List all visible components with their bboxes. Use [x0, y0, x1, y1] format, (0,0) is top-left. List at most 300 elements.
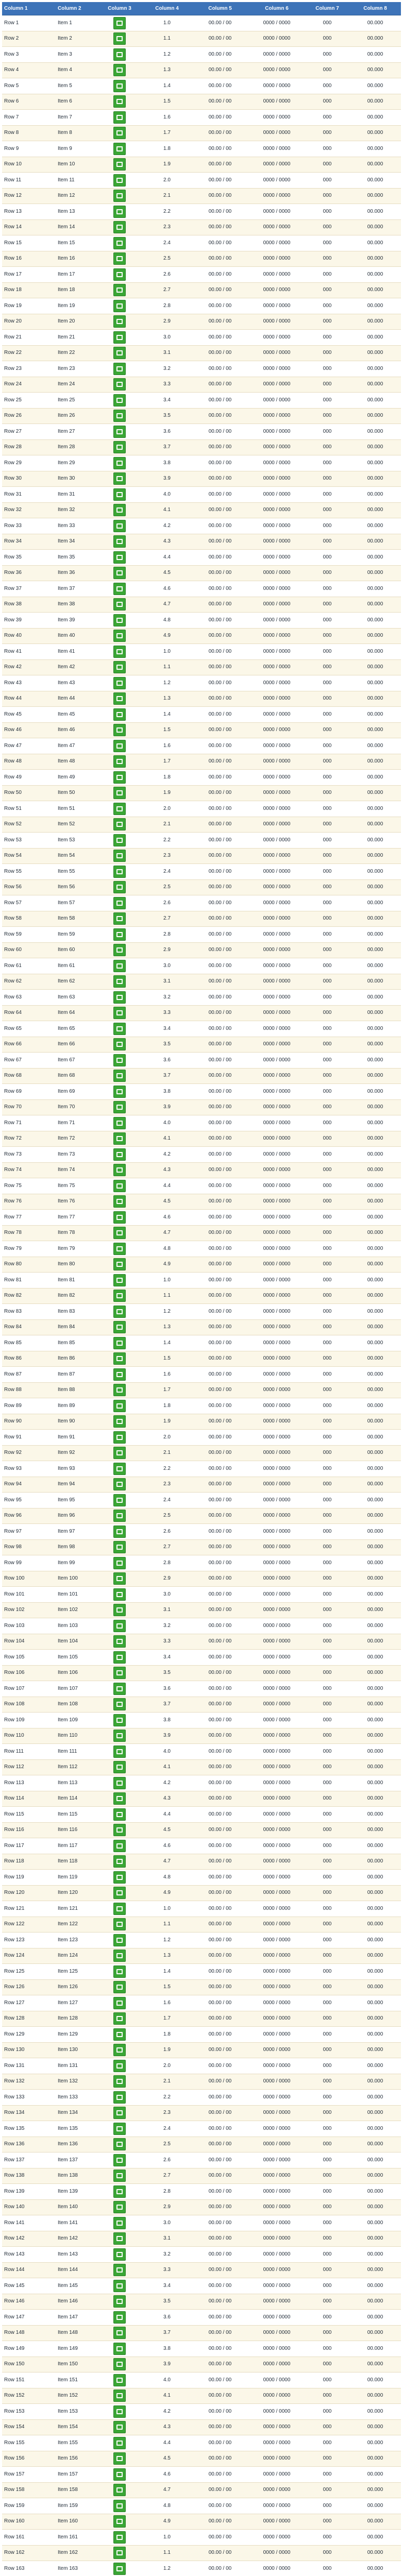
table-row[interactable]: [2, 1289, 401, 1304]
green-square-badge-icon[interactable]: [113, 17, 126, 29]
table-row[interactable]: [2, 613, 401, 629]
green-square-badge-icon[interactable]: [113, 1918, 126, 1930]
green-square-badge-icon[interactable]: [113, 48, 126, 61]
table-row[interactable]: [2, 330, 401, 346]
green-square-badge-icon[interactable]: [113, 1463, 126, 1475]
table-row[interactable]: [2, 63, 401, 79]
green-square-badge-icon[interactable]: [113, 2389, 126, 2402]
green-square-badge-icon[interactable]: [113, 2343, 126, 2355]
table-row[interactable]: [2, 2263, 401, 2279]
green-square-badge-icon[interactable]: [113, 881, 126, 893]
green-square-badge-icon[interactable]: [113, 1714, 126, 1726]
green-square-badge-icon[interactable]: [113, 960, 126, 972]
table-row[interactable]: [2, 2090, 401, 2106]
green-square-badge-icon[interactable]: [113, 2374, 126, 2386]
table-row[interactable]: [2, 424, 401, 440]
table-row[interactable]: [2, 833, 401, 849]
table-row[interactable]: [2, 1775, 401, 1791]
table-row[interactable]: [2, 1540, 401, 1556]
table-row[interactable]: [2, 2168, 401, 2184]
green-square-badge-icon[interactable]: [113, 1101, 126, 1113]
green-square-badge-icon[interactable]: [113, 1667, 126, 1679]
table-row[interactable]: [2, 409, 401, 425]
table-row[interactable]: [2, 707, 401, 723]
table-row[interactable]: [2, 1728, 401, 1744]
table-row[interactable]: [2, 581, 401, 597]
table-row[interactable]: [2, 1100, 401, 1116]
table-row[interactable]: [2, 1037, 401, 1053]
table-row[interactable]: [2, 849, 401, 865]
table-row[interactable]: [2, 487, 401, 503]
table-row[interactable]: [2, 1933, 401, 1948]
table-row[interactable]: [2, 597, 401, 613]
table-row[interactable]: [2, 1226, 401, 1242]
green-square-badge-icon[interactable]: [113, 300, 126, 312]
table-row[interactable]: [2, 2404, 401, 2420]
table-row[interactable]: [2, 1854, 401, 1870]
green-square-badge-icon[interactable]: [113, 850, 126, 862]
green-square-badge-icon[interactable]: [113, 268, 126, 281]
table-row[interactable]: [2, 1823, 401, 1839]
table-row[interactable]: [2, 864, 401, 880]
green-square-badge-icon[interactable]: [113, 1227, 126, 1239]
green-square-badge-icon[interactable]: [113, 2563, 126, 2575]
green-square-badge-icon[interactable]: [113, 1510, 126, 1522]
green-square-badge-icon[interactable]: [113, 347, 126, 359]
green-square-badge-icon[interactable]: [113, 2123, 126, 2135]
green-square-badge-icon[interactable]: [113, 724, 126, 736]
green-square-badge-icon[interactable]: [113, 975, 126, 988]
green-square-badge-icon[interactable]: [113, 2028, 126, 2041]
table-row[interactable]: [2, 283, 401, 299]
table-row[interactable]: [2, 1241, 401, 1257]
green-square-badge-icon[interactable]: [113, 1526, 126, 1538]
table-row[interactable]: [2, 2310, 401, 2326]
table-row[interactable]: [2, 2027, 401, 2043]
green-square-badge-icon[interactable]: [113, 1274, 126, 1286]
green-square-badge-icon[interactable]: [113, 2107, 126, 2119]
table-row[interactable]: [2, 660, 401, 676]
green-square-badge-icon[interactable]: [113, 2311, 126, 2324]
table-row[interactable]: [2, 1273, 401, 1289]
green-square-badge-icon[interactable]: [113, 1588, 126, 1601]
table-row[interactable]: [2, 550, 401, 566]
table-row[interactable]: [2, 1178, 401, 1194]
green-square-badge-icon[interactable]: [113, 551, 126, 564]
green-square-badge-icon[interactable]: [113, 1572, 126, 1585]
green-square-badge-icon[interactable]: [113, 630, 126, 642]
table-row[interactable]: [2, 786, 401, 802]
table-row[interactable]: [2, 2498, 401, 2514]
green-square-badge-icon[interactable]: [113, 1997, 126, 2009]
green-square-badge-icon[interactable]: [113, 1368, 126, 1381]
table-row[interactable]: [2, 1430, 401, 1446]
table-row[interactable]: [2, 1587, 401, 1603]
green-square-badge-icon[interactable]: [113, 2044, 126, 2056]
green-square-badge-icon[interactable]: [113, 583, 126, 595]
table-row[interactable]: [2, 220, 401, 236]
table-row[interactable]: [2, 2153, 401, 2168]
table-row[interactable]: [2, 2215, 401, 2231]
green-square-badge-icon[interactable]: [113, 1494, 126, 1506]
green-square-badge-icon[interactable]: [113, 2295, 126, 2308]
green-square-badge-icon[interactable]: [113, 991, 126, 1004]
green-square-badge-icon[interactable]: [113, 2358, 126, 2370]
green-square-badge-icon[interactable]: [113, 1086, 126, 1098]
table-row[interactable]: [2, 1713, 401, 1728]
green-square-badge-icon[interactable]: [113, 2075, 126, 2088]
column-header[interactable]: Column 8: [363, 5, 387, 11]
green-square-badge-icon[interactable]: [113, 1541, 126, 1553]
table-row[interactable]: [2, 754, 401, 770]
table-row[interactable]: [2, 2357, 401, 2373]
table-row[interactable]: [2, 2106, 401, 2122]
green-square-badge-icon[interactable]: [113, 2170, 126, 2182]
green-square-badge-icon[interactable]: [113, 80, 126, 92]
table-row[interactable]: [2, 1493, 401, 1509]
table-row[interactable]: [2, 314, 401, 330]
table-row[interactable]: [2, 471, 401, 487]
table-row[interactable]: [2, 1335, 401, 1351]
table-row[interactable]: [2, 1147, 401, 1163]
green-square-badge-icon[interactable]: [113, 2201, 126, 2213]
table-row[interactable]: [2, 1461, 401, 1477]
table-row[interactable]: [2, 1524, 401, 1540]
table-row[interactable]: [2, 2341, 401, 2357]
table-row[interactable]: [2, 817, 401, 833]
green-square-badge-icon[interactable]: [113, 1431, 126, 1444]
green-square-badge-icon[interactable]: [113, 2405, 126, 2418]
column-header[interactable]: Column 3: [108, 5, 131, 11]
table-row[interactable]: [2, 2184, 401, 2200]
table-row[interactable]: [2, 2372, 401, 2388]
green-square-badge-icon[interactable]: [113, 1934, 126, 1946]
table-row[interactable]: [2, 1744, 401, 1760]
table-row[interactable]: [2, 644, 401, 660]
table-row[interactable]: [2, 2561, 401, 2576]
green-square-badge-icon[interactable]: [113, 1840, 126, 1852]
green-square-badge-icon[interactable]: [113, 1824, 126, 1836]
table-row[interactable]: [2, 911, 401, 927]
table-row[interactable]: [2, 958, 401, 974]
green-square-badge-icon[interactable]: [113, 394, 126, 406]
table-row[interactable]: [2, 440, 401, 456]
table-row[interactable]: [2, 2451, 401, 2467]
green-square-badge-icon[interactable]: [113, 1415, 126, 1428]
table-row[interactable]: [2, 141, 401, 157]
column-header[interactable]: Column 2: [58, 5, 81, 11]
green-square-badge-icon[interactable]: [113, 363, 126, 375]
table-row[interactable]: [2, 723, 401, 739]
green-square-badge-icon[interactable]: [113, 787, 126, 799]
table-row[interactable]: [2, 2058, 401, 2074]
green-square-badge-icon[interactable]: [113, 2138, 126, 2150]
table-row[interactable]: [2, 1131, 401, 1147]
green-square-badge-icon[interactable]: [113, 1683, 126, 1695]
table-row[interactable]: [2, 880, 401, 896]
green-square-badge-icon[interactable]: [113, 111, 126, 124]
table-row[interactable]: [2, 2294, 401, 2310]
table-row[interactable]: [2, 629, 401, 645]
table-row[interactable]: [2, 1634, 401, 1650]
green-square-badge-icon[interactable]: [113, 1730, 126, 1742]
table-row[interactable]: [2, 2121, 401, 2137]
green-square-badge-icon[interactable]: [113, 912, 126, 925]
green-square-badge-icon[interactable]: [113, 1038, 126, 1050]
green-square-badge-icon[interactable]: [113, 598, 126, 611]
table-row[interactable]: [2, 2546, 401, 2562]
table-row[interactable]: [2, 173, 401, 189]
green-square-badge-icon[interactable]: [113, 1321, 126, 1333]
table-row[interactable]: [2, 1069, 401, 1084]
table-row[interactable]: [2, 1917, 401, 1933]
green-square-badge-icon[interactable]: [113, 818, 126, 831]
table-row[interactable]: [2, 518, 401, 534]
green-square-badge-icon[interactable]: [113, 504, 126, 516]
table-row[interactable]: [2, 1760, 401, 1776]
green-square-badge-icon[interactable]: [113, 1148, 126, 1161]
table-row[interactable]: [2, 801, 401, 817]
green-square-badge-icon[interactable]: [113, 1635, 126, 1648]
green-square-badge-icon[interactable]: [113, 1604, 126, 1616]
green-square-badge-icon[interactable]: [113, 174, 126, 187]
green-square-badge-icon[interactable]: [113, 1950, 126, 1962]
table-row[interactable]: [2, 157, 401, 173]
green-square-badge-icon[interactable]: [113, 1698, 126, 1710]
green-square-badge-icon[interactable]: [113, 190, 126, 202]
green-square-badge-icon[interactable]: [113, 1855, 126, 1868]
table-row[interactable]: [2, 1383, 401, 1399]
green-square-badge-icon[interactable]: [113, 520, 126, 532]
table-row[interactable]: [2, 1115, 401, 1131]
table-row[interactable]: [2, 267, 401, 283]
green-square-badge-icon[interactable]: [113, 1195, 126, 1208]
green-square-badge-icon[interactable]: [113, 2531, 126, 2544]
table-row[interactable]: [2, 189, 401, 205]
table-row[interactable]: [2, 1414, 401, 1430]
table-row[interactable]: [2, 1351, 401, 1367]
table-row[interactable]: [2, 2514, 401, 2530]
green-square-badge-icon[interactable]: [113, 237, 126, 249]
table-row[interactable]: [2, 2074, 401, 2090]
table-row[interactable]: [2, 770, 401, 786]
green-square-badge-icon[interactable]: [113, 2437, 126, 2449]
green-square-badge-icon[interactable]: [113, 2468, 126, 2481]
table-row[interactable]: [2, 1257, 401, 1273]
table-row[interactable]: [2, 2278, 401, 2294]
green-square-badge-icon[interactable]: [113, 1965, 126, 1978]
green-square-badge-icon[interactable]: [113, 1054, 126, 1066]
table-row[interactable]: [2, 2388, 401, 2404]
green-square-badge-icon[interactable]: [113, 2154, 126, 2166]
green-square-badge-icon[interactable]: [113, 284, 126, 296]
green-square-badge-icon[interactable]: [113, 1290, 126, 1302]
column-header[interactable]: Column 4: [155, 5, 179, 11]
green-square-badge-icon[interactable]: [113, 1887, 126, 1899]
green-square-badge-icon[interactable]: [113, 646, 126, 658]
green-square-badge-icon[interactable]: [113, 64, 126, 76]
table-row[interactable]: [2, 31, 401, 47]
table-row[interactable]: [2, 895, 401, 911]
green-square-badge-icon[interactable]: [113, 252, 126, 265]
column-header[interactable]: Column 7: [315, 5, 339, 11]
table-row[interactable]: [2, 377, 401, 393]
green-square-badge-icon[interactable]: [113, 1651, 126, 1664]
green-square-badge-icon[interactable]: [113, 1352, 126, 1365]
green-square-badge-icon[interactable]: [113, 127, 126, 139]
table-row[interactable]: [2, 110, 401, 126]
table-row[interactable]: [2, 251, 401, 267]
table-row[interactable]: [2, 2200, 401, 2216]
green-square-badge-icon[interactable]: [113, 331, 126, 344]
green-square-badge-icon[interactable]: [113, 1306, 126, 1318]
column-header[interactable]: Column 6: [265, 5, 289, 11]
green-square-badge-icon[interactable]: [113, 803, 126, 815]
green-square-badge-icon[interactable]: [113, 897, 126, 909]
green-square-badge-icon[interactable]: [113, 32, 126, 45]
table-row[interactable]: [2, 1618, 401, 1634]
green-square-badge-icon[interactable]: [113, 472, 126, 485]
table-row[interactable]: [2, 1304, 401, 1320]
green-square-badge-icon[interactable]: [113, 221, 126, 233]
table-row[interactable]: [2, 1980, 401, 1996]
green-square-badge-icon[interactable]: [113, 2280, 126, 2292]
green-square-badge-icon[interactable]: [113, 740, 126, 752]
table-row[interactable]: [2, 1163, 401, 1179]
green-square-badge-icon[interactable]: [113, 677, 126, 689]
table-row[interactable]: [2, 1021, 401, 1037]
green-square-badge-icon[interactable]: [113, 378, 126, 391]
table-row[interactable]: [2, 361, 401, 377]
table-row[interactable]: [2, 393, 401, 409]
green-square-badge-icon[interactable]: [113, 1007, 126, 1019]
table-row[interactable]: [2, 2530, 401, 2546]
column-header[interactable]: Column 5: [208, 5, 232, 11]
table-row[interactable]: [2, 47, 401, 63]
table-row[interactable]: [2, 2483, 401, 2499]
green-square-badge-icon[interactable]: [113, 95, 126, 108]
green-square-badge-icon[interactable]: [113, 1447, 126, 1459]
green-square-badge-icon[interactable]: [113, 2060, 126, 2072]
green-square-badge-icon[interactable]: [113, 2248, 126, 2261]
table-row[interactable]: [2, 566, 401, 582]
green-square-badge-icon[interactable]: [113, 1777, 126, 1789]
table-row[interactable]: [2, 691, 401, 707]
table-row[interactable]: [2, 1603, 401, 1619]
green-square-badge-icon[interactable]: [113, 2484, 126, 2496]
table-row[interactable]: [2, 990, 401, 1006]
table-row[interactable]: [2, 1555, 401, 1571]
table-row[interactable]: [2, 2043, 401, 2059]
table-row[interactable]: [2, 2467, 401, 2483]
table-row[interactable]: [2, 1509, 401, 1524]
table-row[interactable]: [2, 1870, 401, 1886]
table-row[interactable]: [2, 2011, 401, 2027]
green-square-badge-icon[interactable]: [113, 2327, 126, 2339]
table-row[interactable]: [2, 1964, 401, 1980]
green-square-badge-icon[interactable]: [113, 2232, 126, 2245]
table-row[interactable]: [2, 204, 401, 220]
table-row[interactable]: [2, 2137, 401, 2153]
green-square-badge-icon[interactable]: [113, 535, 126, 548]
green-square-badge-icon[interactable]: [113, 488, 126, 501]
green-square-badge-icon[interactable]: [113, 206, 126, 218]
green-square-badge-icon[interactable]: [113, 1557, 126, 1569]
green-square-badge-icon[interactable]: [113, 2185, 126, 2198]
green-square-badge-icon[interactable]: [113, 2547, 126, 2559]
green-square-badge-icon[interactable]: [113, 1903, 126, 1915]
green-square-badge-icon[interactable]: [113, 771, 126, 784]
green-square-badge-icon[interactable]: [113, 866, 126, 878]
table-row[interactable]: [2, 738, 401, 754]
green-square-badge-icon[interactable]: [113, 1258, 126, 1270]
green-square-badge-icon[interactable]: [113, 1117, 126, 1129]
table-row[interactable]: [2, 15, 401, 31]
green-square-badge-icon[interactable]: [113, 692, 126, 705]
table-row[interactable]: [2, 1948, 401, 1964]
green-square-badge-icon[interactable]: [113, 2091, 126, 2104]
green-square-badge-icon[interactable]: [113, 1400, 126, 1412]
green-square-badge-icon[interactable]: [113, 614, 126, 626]
green-square-badge-icon[interactable]: [113, 1211, 126, 1224]
table-row[interactable]: [2, 1807, 401, 1823]
table-row[interactable]: [2, 1446, 401, 1462]
table-row[interactable]: [2, 78, 401, 94]
table-row[interactable]: [2, 455, 401, 471]
table-row[interactable]: [2, 94, 401, 110]
green-square-badge-icon[interactable]: [113, 2421, 126, 2433]
green-square-badge-icon[interactable]: [113, 158, 126, 171]
table-row[interactable]: [2, 503, 401, 519]
table-row[interactable]: [2, 2247, 401, 2263]
green-square-badge-icon[interactable]: [113, 661, 126, 673]
table-row[interactable]: [2, 126, 401, 142]
green-square-badge-icon[interactable]: [113, 315, 126, 328]
green-square-badge-icon[interactable]: [113, 143, 126, 155]
table-row[interactable]: [2, 2231, 401, 2247]
green-square-badge-icon[interactable]: [113, 457, 126, 469]
green-square-badge-icon[interactable]: [113, 1132, 126, 1145]
green-square-badge-icon[interactable]: [113, 2012, 126, 2025]
table-row[interactable]: [2, 2326, 401, 2342]
green-square-badge-icon[interactable]: [113, 1620, 126, 1632]
green-square-badge-icon[interactable]: [113, 2515, 126, 2528]
table-row[interactable]: [2, 974, 401, 990]
green-square-badge-icon[interactable]: [113, 2217, 126, 2229]
table-row[interactable]: [2, 1194, 401, 1210]
table-row[interactable]: [2, 298, 401, 314]
table-row[interactable]: [2, 534, 401, 550]
table-row[interactable]: [2, 1901, 401, 1917]
green-square-badge-icon[interactable]: [113, 1337, 126, 1349]
table-row[interactable]: [2, 1053, 401, 1069]
green-square-badge-icon[interactable]: [113, 1478, 126, 1490]
table-row[interactable]: [2, 2435, 401, 2451]
table-row[interactable]: [2, 1367, 401, 1383]
green-square-badge-icon[interactable]: [113, 1745, 126, 1758]
table-row[interactable]: [2, 1477, 401, 1493]
green-square-badge-icon[interactable]: [113, 1023, 126, 1035]
green-square-badge-icon[interactable]: [113, 426, 126, 438]
column-header[interactable]: Column 1: [4, 5, 28, 11]
table-row[interactable]: [2, 1666, 401, 1682]
green-square-badge-icon[interactable]: [113, 2500, 126, 2512]
table-row[interactable]: [2, 346, 401, 362]
green-square-badge-icon[interactable]: [113, 567, 126, 579]
table-row[interactable]: [2, 1210, 401, 1226]
green-square-badge-icon[interactable]: [113, 1761, 126, 1773]
green-square-badge-icon[interactable]: [113, 755, 126, 768]
